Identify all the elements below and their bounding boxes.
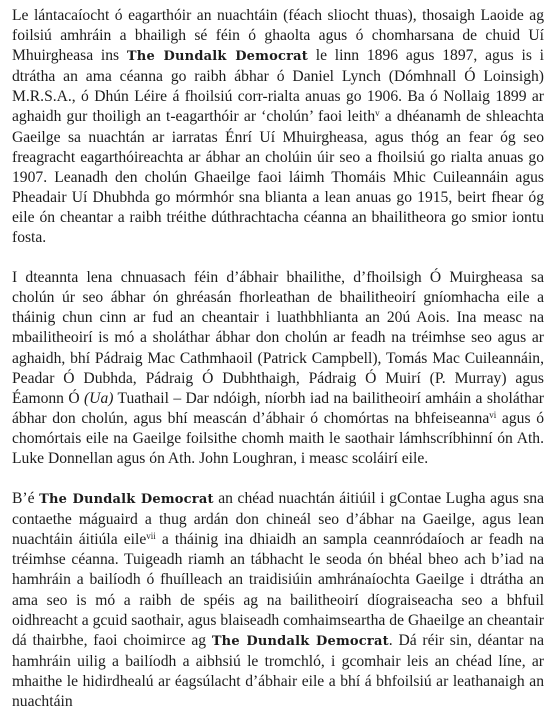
paragraph-2 [12,268,544,469]
text-run: a dhéanamh de shleachta Gaeilge sa nuachtán ar iarratas Énrí Uí Mhuirgheasa, agus thóg an fear óg seo freagracht eagarthóireachta ar ábhar an cholúin úir seo a fhoilsiú go rialta anuas go 1907. Leanadh den cholún Ghaeilge faoi láimh Thomáis Mhic Cuileannáin agus Pheadair Uí Dhubhda go mórmhór sna blianta a lean anuas go 1915, beirt fhear óg eile ón cheantar a raibh tréithe dúthrachtacha céanna an bhailitheora go smior iontu fosta. [12,108,545,247]
text-run: a tháinig ina dhiaidh an sampla ceannródaíoch ar feadh na tréimhse céanna. Tuigeadh riamh an tábhacht le seoda ón bhéal bheo ach b’iad na hamhráin a bailíodh ó fhuílleach an traidisiúin amhránaíochta Gaeilge i dtrátha an ama seo is mó a raibh de spéis ag na bailitheoirí díograiseacha seo a bhfuil oidhreacht a gcuid saothair, agus blaiseadh comhaimseartha de Ghaeilge an cheantair dá thairbhe, faoi choimirce ag [12,531,544,649]
newspaper-title: The Dundalk Democrat [126,49,308,65]
text-run: agus ó chomórtais eile na Gaeilge foilsithe chomh maith le saothair lámhscríbhinní ón Ath. Luke Donnellan agus ón Ath. John Loughran, i measc scoláirí eile. [12,409,544,467]
newspaper-title: The Dundalk Democrat [211,633,389,649]
text-run: I dteannta lena chnuasach féin d’ábhair bhailithe, d’fhoilsigh Ó Muirgheasa sa cholún úr seo ábhar ón ghréasán fhorleathan de bhailitheoirí gníomhacha eile a tháinig chun cinn ar fud an cheantair i luathbhlianta an 20ú Aois. Ina measc na mbailitheoirí is mó a sholáthar ábhar don cholún ar feadh na tréimhse seo agus ar aghaidh, bhí Pádraig Mac Cathmhaoil (Patrick Campbell), Tomás Mac Cuileannáin, Peadar Ó Dubhda, Pádraig Ó Dubhthaigh, Pádraig Ó Muirí (P. Murray) agus Éamonn Ó [12,269,544,407]
article-text [12,6,544,712]
newspaper-title: The Dundalk Democrat [39,492,214,508]
text-run: Tuathail – Dar ndóigh, níorbh iad na bailitheoirí amháin a sholáthar ábhar don cholún, agus bhí meascán d’ábhair ó chomórtas na bhfeiseanna [12,389,544,427]
text-run: le linn 1896 agus 1897, agus is i dtrátha an ama céanna go raibh ábhar ó Daniel Lynch (Dómhnall Ó Loinsigh) M.R.S.A., ó Dhún Léire á fhoilsiú corr-rialta anuas go 1906. Ba ó Nollaig 1899 ar aghaidh gur thoiligh an t-eagarthóir ar ‘cholún’ faoi leith [12,47,545,126]
italic-text: (Ua) [83,389,114,407]
text-run: . Dá réir sin, déantar na hamhráin uilig a bailíodh a aibhsiú le tromchló, i gcomhair leis an chéad líne, ar mhaithe le hidirdhealú ar éagsúlacht d’ábhair eile a bhí á bhfoilsiú ar leathanaigh an nuachtáin [12,631,544,710]
footnote-marker: vii [146,531,156,542]
paragraph-3 [12,489,544,712]
footnote-marker: vi [489,409,497,420]
footnote-marker: v [375,108,380,119]
paragraph-1 [12,6,544,248]
text-run: Le lántacaíocht ó eagarthóir an nuachtáin (féach sliocht thuas), thosaigh Laoide ag foilsiú amhráin a bhailigh sé féin ó ghaolta agus ó chomharsana de chuid Uí Mhuirgheasa ins [12,7,544,65]
text-run: B’é [12,490,40,508]
text-run: an chéad nuachtán áitiúil i gContae Lugha agus sna contaethe máguaird a thug ardán don chineál seo d’ábhar na Gaeilge, agus lean nuachtáin áitiúla eile [12,490,545,549]
